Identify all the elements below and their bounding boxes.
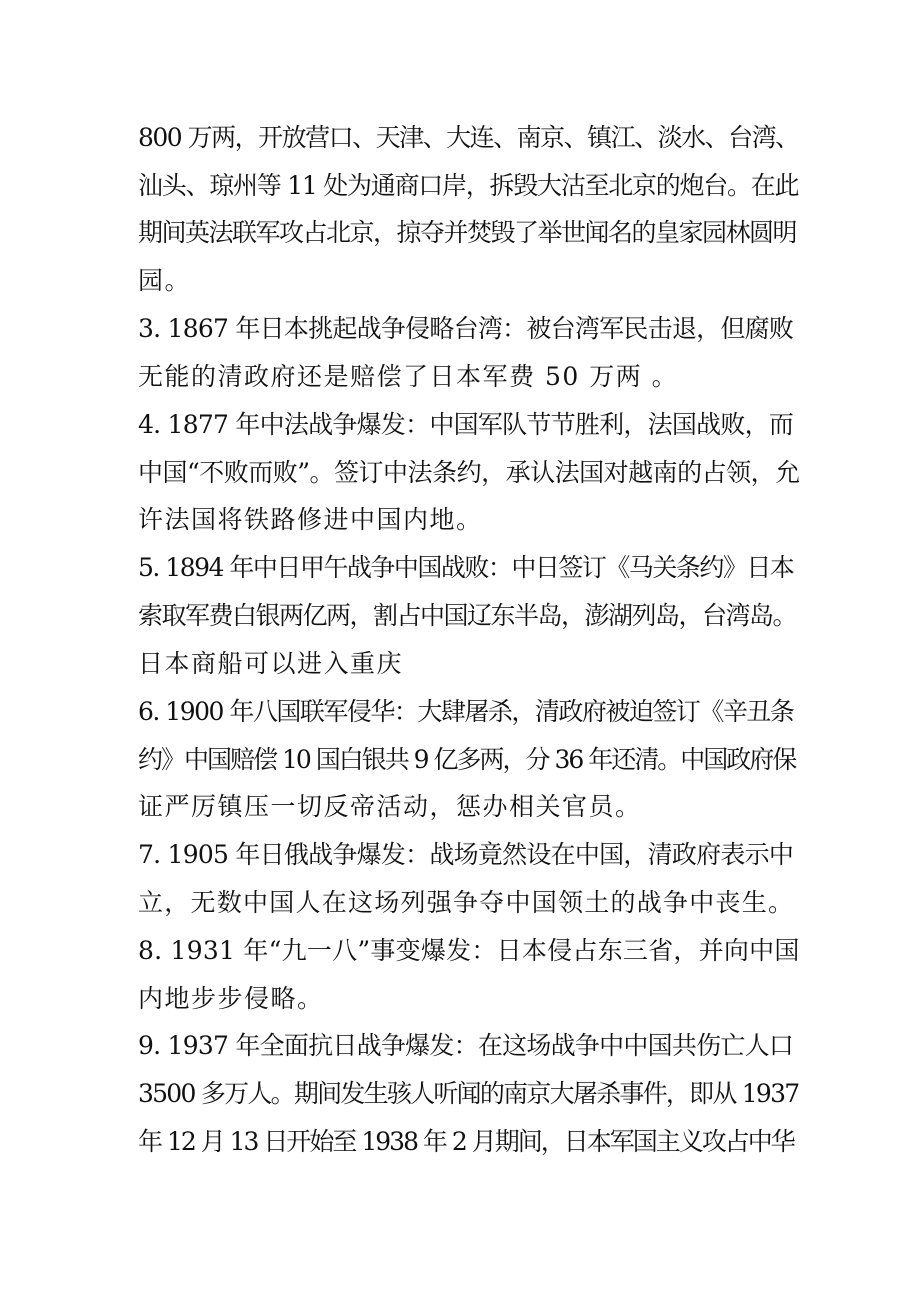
text-line: 中国“不败而败”。签订中法条约，承认法国对越南的占领，允 [138,458,800,487]
text-line: 索取军费白银两亿两，割占中国辽东半岛，澎湖列岛，台湾岛。 [138,601,797,630]
text-line: 立，无数中国人在这场列强争夺中国领土的战争中丧生。 [138,888,795,917]
text-line: 800 万两，开放营口、天津、大连、南京、镇江、淡水、台湾、 [138,123,799,152]
text-line: 4. 1877 年中法战争爆发：中国军队节节胜利，法国战败，而 [138,410,794,439]
text-line: 5. 1894 年中日甲午战争中国战败：中日签订《马关条约》日本 [138,553,794,582]
text-line: 约》中国赔偿 10 国白银共 9 亿多两，分 36 年还清。中国政府保 [138,745,796,774]
text-line: 3500 多万人。期间发生骇人听闻的南京大屠杀事件，即从 1937 [138,1079,799,1108]
text-line: 无能的清政府还是赔偿了日本军费 50 万两 。 [138,362,679,391]
text-line: 日本商船可以进入重庆 [138,649,404,678]
text-line: 9. 1937 年全面抗日战争爆发：在这场战争中中国共伤亡人口 [138,1031,794,1060]
text-line: 汕头、琼州等 11 处为通商口岸，拆毁大沽至北京的炮台。在此 [138,171,799,200]
text-line: 7. 1905 年日俄战争爆发：战场竟然设在中国，清政府表示中 [138,840,794,869]
text-line: 证严厉镇压一切反帝活动，惩办相关官员。 [138,792,642,821]
text-line: 8. 1931 年“九一八”事变爆发：日本侵占东三省，并向中国 [138,936,800,965]
text-line: 期间英法联军攻占北京，掠夺并焚毁了举世闻名的皇家园林圆明 [138,218,797,247]
text-line: 6. 1900 年八国联军侵华：大肆屠杀，清政府被迫签订《辛丑条 [138,697,794,726]
text-line: 年 12 月 13 日开始至 1938 年 2 月期间，日本军国主义攻占中华 [138,1127,794,1156]
text-line: 许法国将铁路修进中国内地。 [138,505,483,534]
text-line: 园。 [138,266,192,295]
text-line: 3. 1867 年日本挑起战争侵略台湾：被台湾军民击退，但腐败 [138,314,794,343]
text-line: 内地步步侵略。 [138,984,324,1013]
